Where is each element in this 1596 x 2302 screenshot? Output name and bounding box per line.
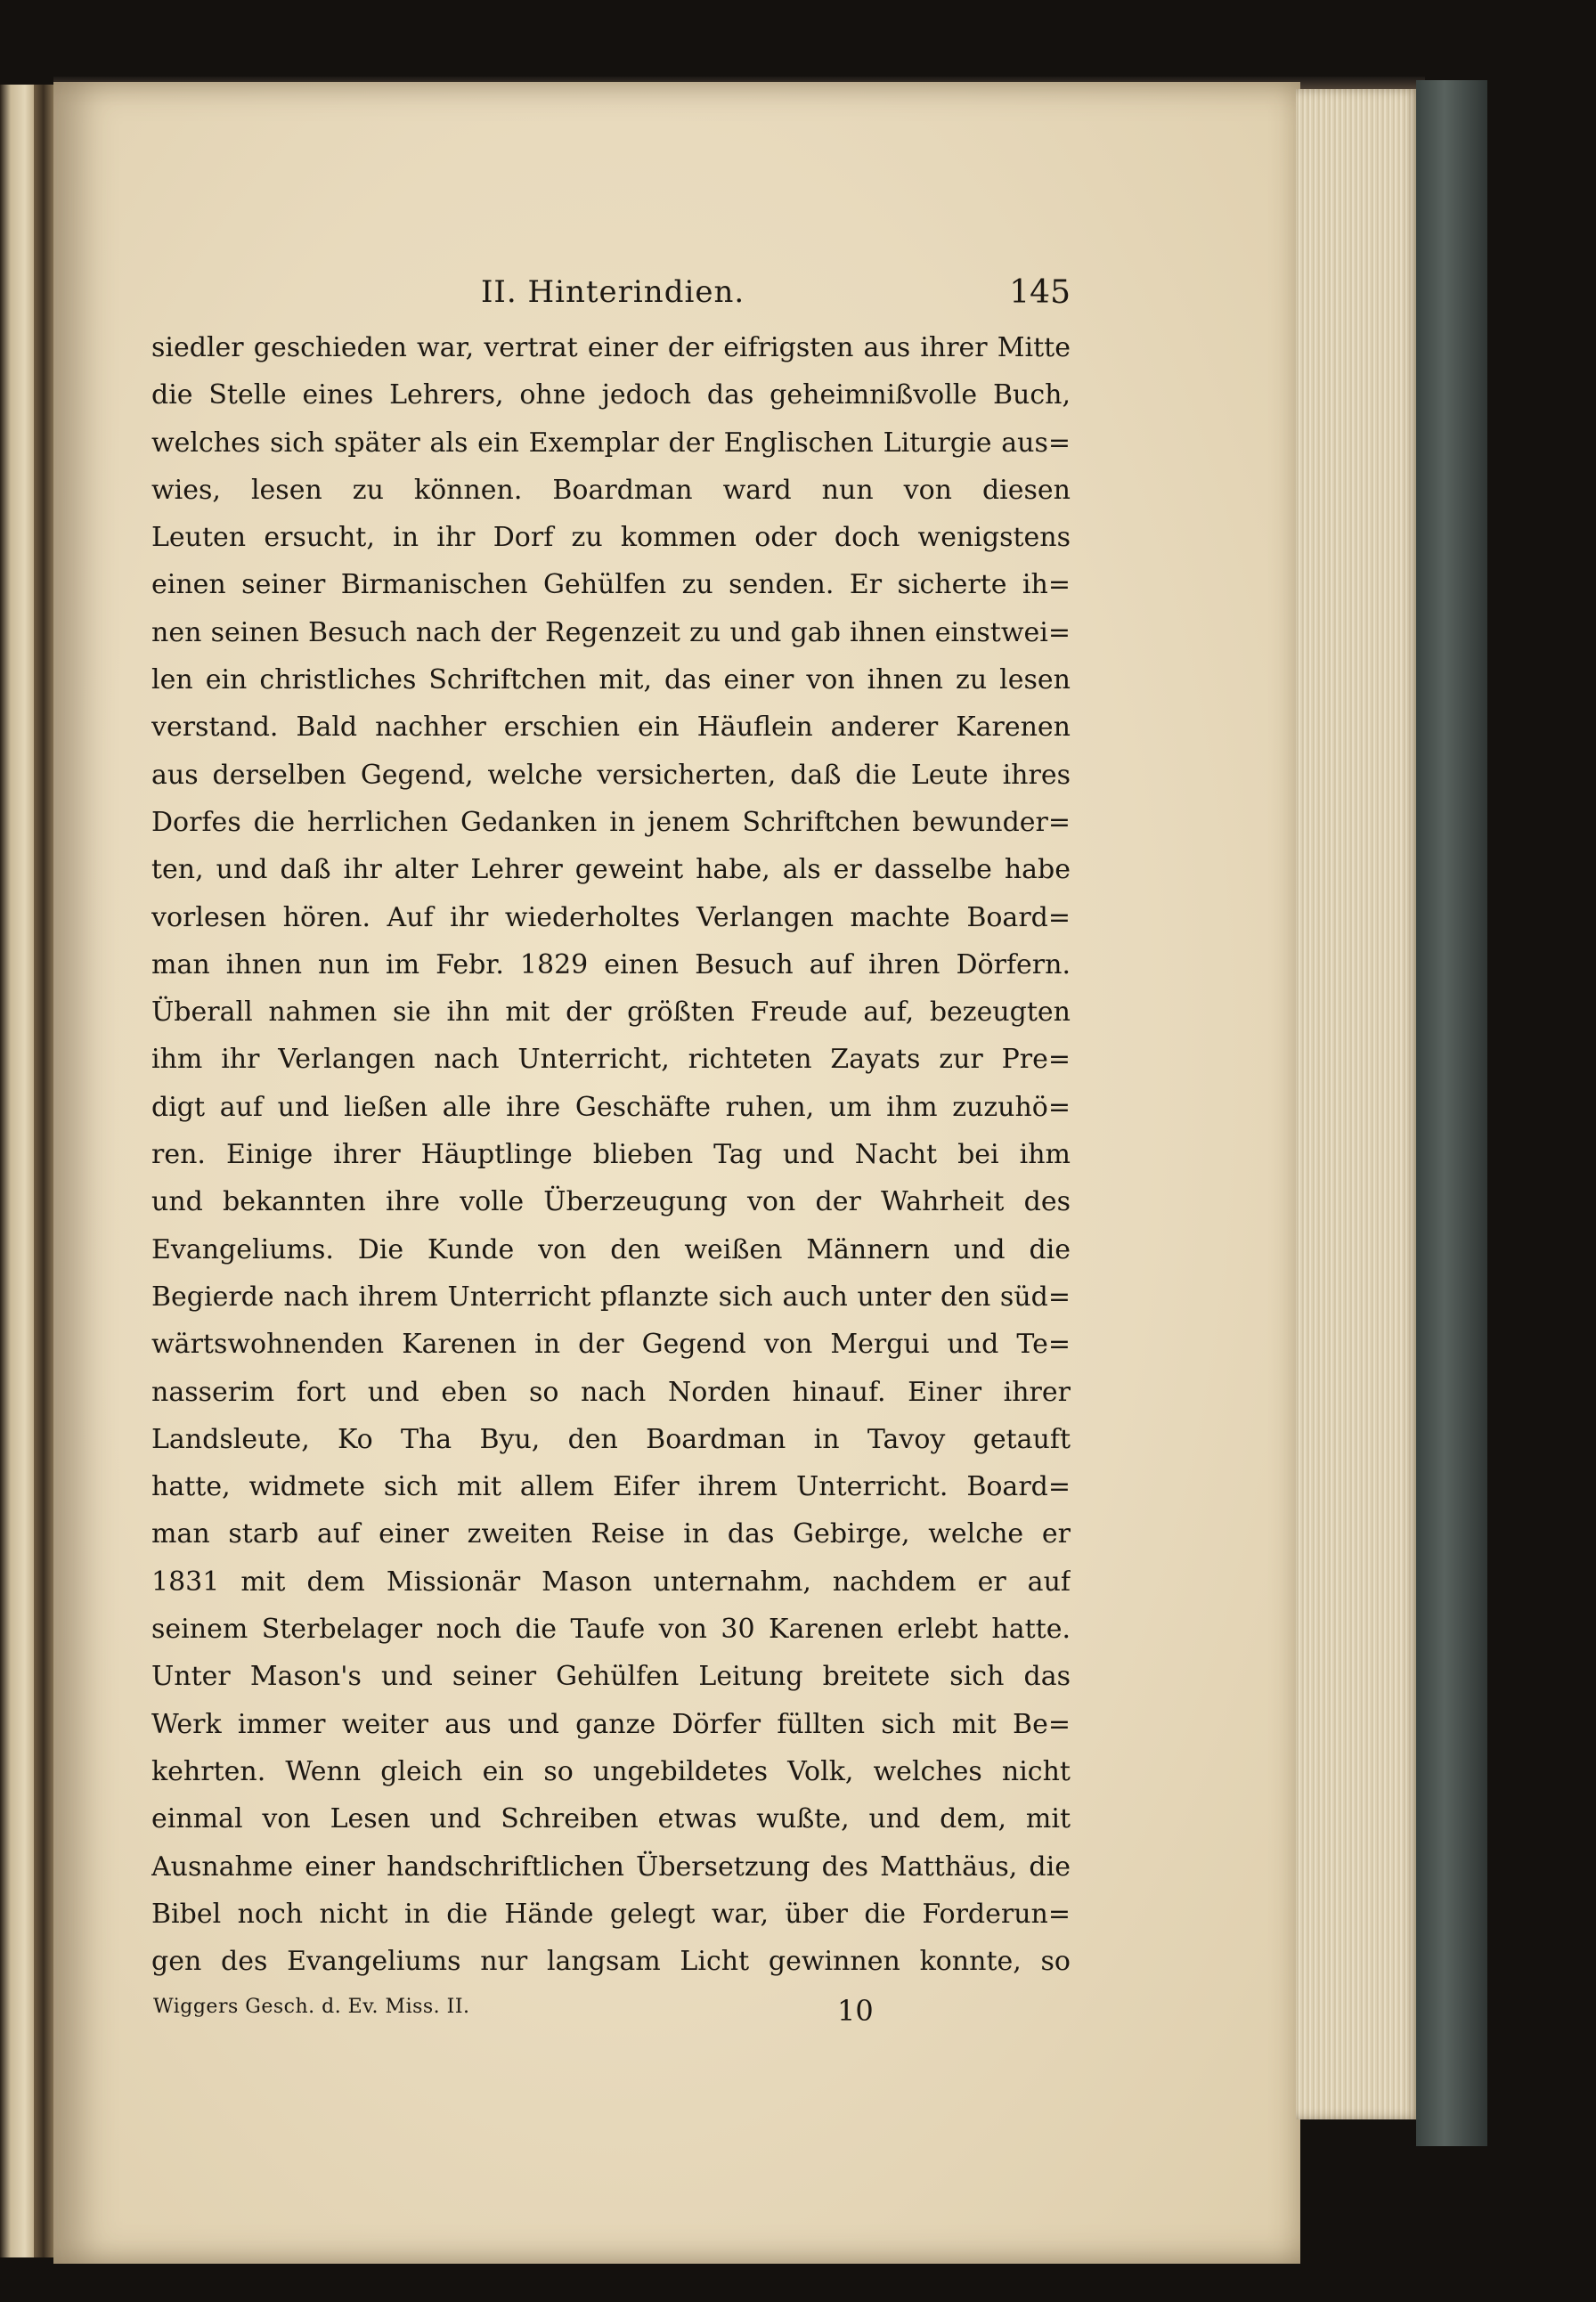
text-line: einmal von Lesen und Schreiben etwas wußte, und dem, mit (151, 1803, 1071, 1835)
text-line: Begierde nach ihrem Unterricht pflanzte sich auch unter den süd= (151, 1281, 1071, 1313)
text-line: Überall nahmen sie ihn mit der größten Freude auf, bezeugten (151, 996, 1071, 1029)
text-line: Ausnahme einer handschriftlichen Übersetzung des Matthäus, die (151, 1851, 1071, 1883)
text-line: digt auf und ließen alle ihre Geschäfte ruhen, um ihm zuzuhö= (151, 1091, 1071, 1123)
text-line: ten, und daß ihr alter Lehrer geweint habe, als er dasselbe habe (151, 854, 1071, 886)
text-line: nen seinen Besuch nach der Regenzeit zu und gab ihnen einstwei= (151, 616, 1071, 648)
book-gutter (34, 85, 55, 2257)
page-text-area (151, 267, 1071, 2035)
text-line: Werk immer weiter aus und ganze Dörfer füllten sich mit Be= (151, 1708, 1071, 1740)
text-line: Dorfes die herrlichen Gedanken in jenem Schriftchen bewunder= (151, 806, 1071, 838)
text-line: verstand. Bald nachher erschien ein Häuflein anderer Karenen (151, 712, 1071, 744)
signature-line: Wiggers Gesch. d. Ev. Miss. II. (153, 1996, 470, 2019)
text-line: seinem Sterbelager noch die Taufe von 30 Karenen erlebt hatte. (151, 1614, 1071, 1646)
text-line: und bekannten ihre volle Überzeugung von der Wahrheit des (151, 1186, 1071, 1218)
text-line: aus derselben Gegend, welche versicherten, daß die Leute ihres (151, 759, 1071, 791)
text-line: Bibel noch nicht in die Hände gelegt war, über die Forderun= (151, 1898, 1071, 1930)
page-edges (1296, 89, 1421, 2119)
page-footer (151, 1990, 1071, 2035)
text-line: ihm ihr Verlangen nach Unterricht, richteten Zayats zur Pre= (151, 1044, 1071, 1076)
text-line: Evangeliums. Die Kunde von den weißen Männern und die (151, 1233, 1071, 1265)
text-line: man starb auf einer zweiten Reise in das Gebirge, welche er (151, 1518, 1071, 1550)
text-line: Landsleute, Ko Tha Byu, den Boardman in Tavoy getauft (151, 1423, 1071, 1455)
previous-page-edge (0, 85, 36, 2257)
text-line: ren. Einige ihrer Häuptlinge blieben Tag und Nacht bei ihm (151, 1139, 1071, 1171)
text-line: wies, lesen zu können. Boardman ward nun von diesen (151, 474, 1071, 506)
text-line: einen seiner Birmanischen Gehülfen zu senden. Er sicherte ih= (151, 569, 1071, 601)
text-line: len ein christliches Schriftchen mit, das einer von ihnen zu lesen (151, 664, 1071, 696)
text-line: nasserim fort und eben so nach Norden hinauf. Einer ihrer (151, 1376, 1071, 1408)
page-header (151, 267, 1071, 321)
text-line: kehrten. Wenn gleich ein so ungebildetes Volk, welches nicht (151, 1755, 1071, 1787)
body-text (151, 324, 1071, 1985)
text-line: siedler geschieden war, vertrat einer der eifrigsten aus ihrer Mitte (151, 332, 1071, 363)
page-number: 145 (1009, 274, 1071, 311)
text-line: die Stelle eines Lehrers, ohne jedoch das geheimnißvolle Buch, (151, 379, 1071, 411)
text-line: Leuten ersucht, in ihr Dorf zu kommen oder doch wenigstens (151, 522, 1071, 554)
gathering-number: 10 (837, 1994, 874, 2029)
text-line: gen des Evangeliums nur langsam Licht gewinnen konnte, so (151, 1946, 1071, 1978)
running-head: II. Hinterindien. (481, 274, 745, 310)
text-line: hatte, widmete sich mit allem Eifer ihrem Unterricht. Board= (151, 1471, 1071, 1503)
text-line: 1831 mit dem Missionär Mason unternahm, nachdem er auf (151, 1566, 1071, 1598)
text-line: man ihnen nun im Febr. 1829 einen Besuch auf ihren Dörfern. (151, 948, 1071, 980)
text-line: vorlesen hören. Auf ihr wiederholtes Verlangen machte Board= (151, 901, 1071, 933)
text-line: wärtswohnenden Karenen in der Gegend von Mergui und Te= (151, 1329, 1071, 1361)
text-line: welches sich später als ein Exemplar der Englischen Liturgie aus= (151, 427, 1071, 459)
book-cover (1416, 80, 1487, 2146)
text-line: Unter Mason's und seiner Gehülfen Leitung breitete sich das (151, 1661, 1071, 1693)
